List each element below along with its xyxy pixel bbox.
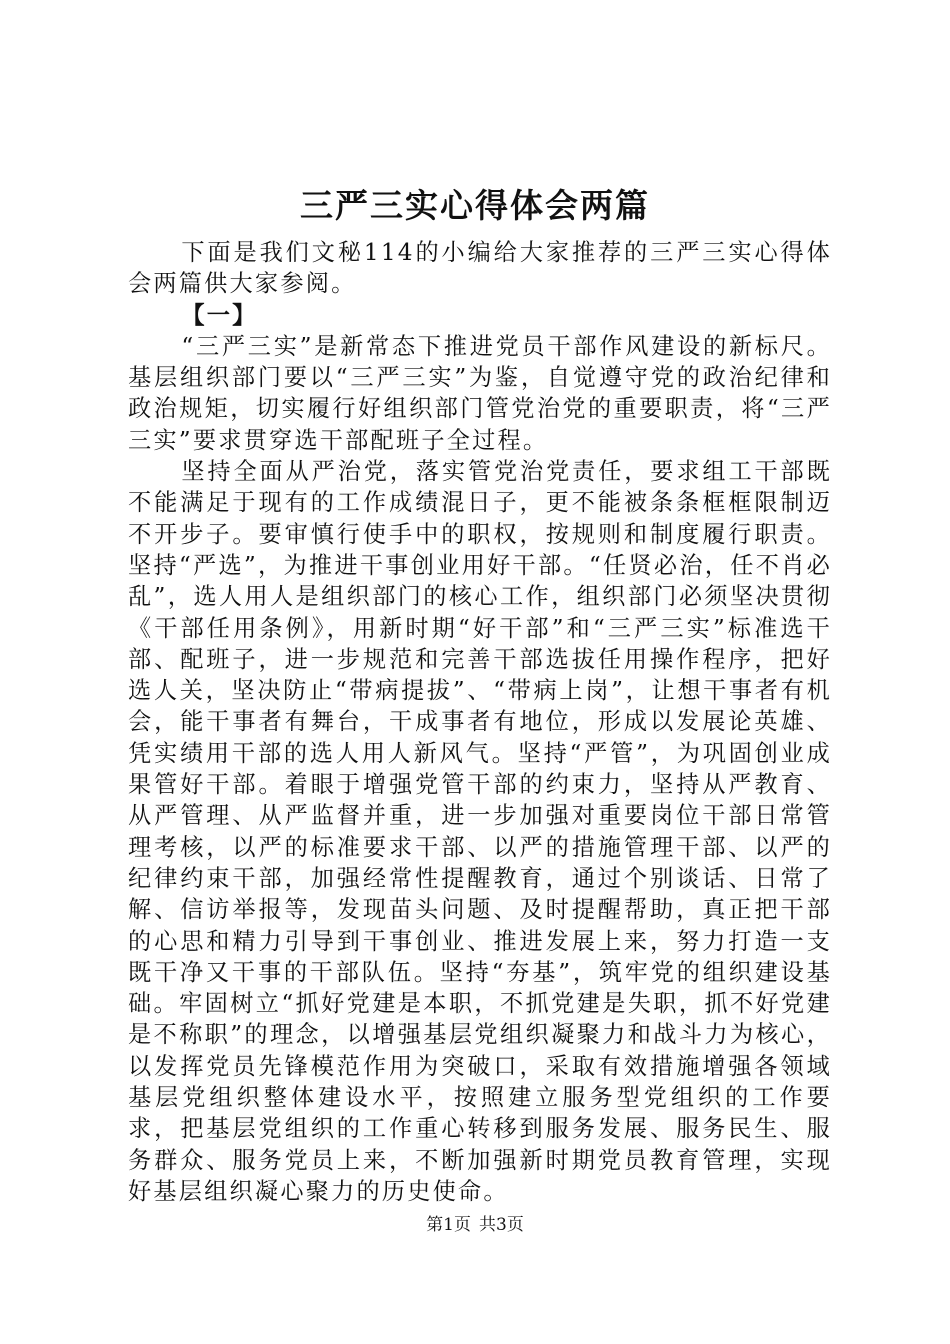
page-number: 第1页 bbox=[426, 1215, 471, 1235]
body-paragraph: 坚持全面从严治党，落实管党治党责任，要求组工干部既不能满足于现有的工作成绩混日子，更不能被条条框框限制迈不开步子。要审慎行使手中的职权，按规则和制度履行职责。坚持“严选”，为推进干事创业用好干部。“任贤必治，任不肖必乱”，选人用人是组织部门的核心工作，组织部门必须坚决贯彻《干部任用条例》，用新时期“好干部”和“三严三实”标准选干部、配班子，进一步规范和完善干部选拔任用操作程序，把好选人关，坚决防止“带病提拔”、“带病上岗”，让想干事者有机会，能干事者有舞台，干成事者有地位，形成以发展论英雄、凭实绩用干部的选人用人新风气。坚持“严管”，为巩固创业成果管好干部。着眼于增强党管干部的约束力，坚持从严教育、从严管理、从严监督并重，进一步加强对重要岗位干部日常管理考核，以严的标准要求干部、以严的措施管理干部、以严的纪律约束干部，加强经常性提醒教育，通过个别谈话、日常了解、信访举报等，发现苗头问题、及时提醒帮助，真正把干部的心思和精力引导到干事创业、推进发展上来，努力打造一支既干净又干事的干部队伍。坚持“夯基”，筑牢党的组织建设基础。牢固树立“抓好党建是本职，不抓党建是失职，抓不好党建是不称职”的理念，以增强基层党组织凝聚力和战斗力为核心，以发挥党员先锋模范作用为突破口，采取有效措施增强各领域基层党组织整体建设水平，按照建立服务型党组织的工作要求，把基层党组织的工作重心转移到服务发展、服务民生、服务群众、服务党员上来，不断加强新时期党员教育管理，实现好基层组织凝心聚力的历史使命。 bbox=[128, 458, 832, 1205]
page-total: 共3页 bbox=[479, 1215, 524, 1235]
intro-paragraph: 下面是我们文秘114的小编给大家推荐的三严三实心得体会两篇供大家参阅。 bbox=[128, 239, 832, 298]
body-paragraph: “三严三实”是新常态下推进党员干部作风建设的新标尺。基层组织部门要以“三严三实”为鉴，自觉遵守党的政治纪律和政治规矩，切实履行好组织部门管党治党的重要职责，将“三严三实”要求贯穿选干部配班子全过程。 bbox=[128, 332, 832, 454]
page-footer bbox=[0, 1213, 950, 1237]
document-body bbox=[128, 237, 832, 1207]
section-heading-one: 【一】 bbox=[181, 301, 258, 329]
document-title: 三严三实心得体会两篇 bbox=[300, 186, 650, 225]
